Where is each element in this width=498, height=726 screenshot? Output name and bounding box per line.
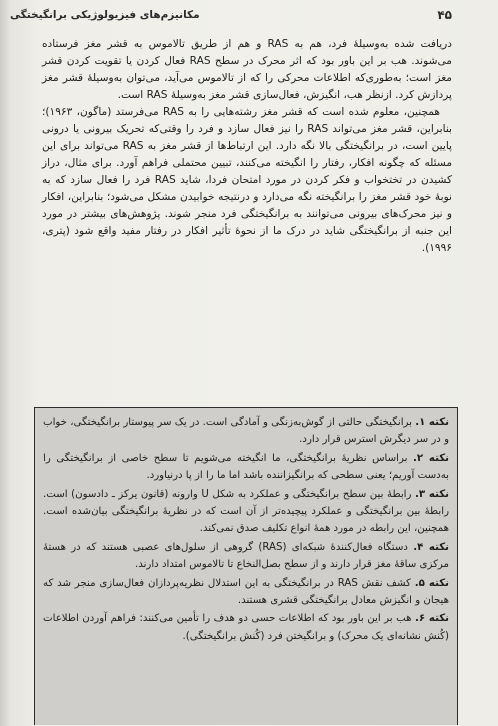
note-text: رابطۀ بین سطح برانگیختگی و عملکرد به شکل U وارونه (قانون یرکز ـ دادسون) است. رابطۀ بین برانگیختگی و عملکرد پیچیده‌تر از آن است که در نظریۀ برانگیختگی بیان‌شده است. همچنین، این رابطه در مورد همۀ انواع تکلیف صدق نمی‌کند. bbox=[43, 488, 449, 535]
note-label: نکته ۶. bbox=[415, 613, 449, 625]
note-label: نکته ۴. bbox=[413, 541, 449, 553]
key-points-box bbox=[34, 407, 458, 725]
note-item bbox=[43, 486, 449, 538]
note-text: براساس نظریۀ برانگیختگی، ما انگیخته می‌شویم تا سطح خاصی از برانگیختگی را به‌دست آوریم؛ یعنی سطحی که برانگیزاننده باشد اما ما را از پا درنیاورد. bbox=[43, 452, 449, 482]
note-text: برانگیختگی حالتی از گوش‌به‌زنگی و آمادگی است. در یک سر پیوستار برانگیختگی، خواب و در سر دیگرش استرس قرار دارد. bbox=[42, 417, 449, 446]
note-label: نکته ۵. bbox=[414, 577, 450, 589]
note-label: نکته ۲. bbox=[412, 452, 449, 464]
note-item bbox=[43, 450, 449, 485]
note-item bbox=[43, 610, 449, 645]
body-text bbox=[42, 36, 452, 257]
note-item bbox=[43, 414, 449, 449]
paragraph: همچنین، معلوم شده است که قشر مغز رشته‌هایی را به RAS می‌فرستد (ماگون، ۱۹۶۳)؛ بنابراین، قشر مغز می‌تواند RAS را نیز فعال سازد و فرد را وقتی‌که تحریک بیرونی یا درونی پایین است، در برانگیختگی بالا نگه دارد. این ارتباط‌ها از قشر مغز به RAS می‌تواند برای این مسئله که چگونه افکار، رفتار را انگیخته می‌کنند، تبیین محتملی فراهم آورد. برای مثال، دراز کشیدن در تختخواب و فکر کردن در مورد امتحان فردا، شاید RAS فرد را فعال سازد که به نوبۀ خود قشر مغز را برانگیخته نگه می‌دارد و درنتیجه خوابیدن مشکل می‌شود؛ بنابراین، افکار و نیز محرک‌های بیرونی می‌توانند به برانگیختگی فرد منجر شوند. پژوهش‌های بیشتر در مورد این جنبه از برانگیختگی شاید در درک ما از نحوۀ تأثیر افکار در رفتار مفید واقع شود (پتری، ۱۹۹۶). bbox=[42, 106, 452, 254]
note-item bbox=[43, 575, 449, 610]
note-label: نکته ۱. bbox=[415, 417, 449, 428]
running-title: مکانیزم‌های فیزیولوژیکی برانگیختگی bbox=[10, 9, 200, 21]
page-gutter-shadow bbox=[0, 0, 10, 726]
page-header bbox=[10, 6, 452, 24]
page-number: ۴۵ bbox=[437, 8, 452, 22]
note-text: هب بر این باور بود که اطلاعات حسی دو هدف را تأمین می‌کنند: فراهم آوردن اطلاعات (کُنش نشانه‌ای یک محرک) و برانگیختن فرد (کُنش برانگیختگی). bbox=[43, 613, 449, 642]
note-item bbox=[43, 539, 449, 574]
paragraph: دریافت شده به‌وسیلۀ فرد، هم به RAS و هم از طریق تالاموس به قشر مغز فرستاده می‌شوند. هب بر این باور بود که اثر محرک در سطح RAS فعال کردن یا تقویت کردن قشر مغز است؛ به‌طوری‌که اطلاعات محرکی را که از تالاموس می‌آید، می‌توان به‌وسیلۀ قشر مغز پردازش کرد. ازنظر هب، انگیزش، فعال‌سازی قشر مغز به‌وسیلۀ RAS است. bbox=[42, 38, 453, 101]
note-text: دستگاه فعال‌کنندۀ شبکه‌ای (RAS) گروهی از سلول‌های عصبی هستند که در هستۀ مرکزی ساقۀ مغز قرار دارند و از سطح بصل‌النخاع تا تالاموس امتداد دارند. bbox=[43, 541, 449, 571]
note-text: کشف نقش RAS در برانگیختگی به این استدلال نظریه‌پردازان فعال‌سازی منجر شد که هیجان و انگیزش معادل برانگیختگی قشری هستند. bbox=[43, 577, 449, 607]
note-label: نکته ۳. bbox=[414, 488, 449, 500]
